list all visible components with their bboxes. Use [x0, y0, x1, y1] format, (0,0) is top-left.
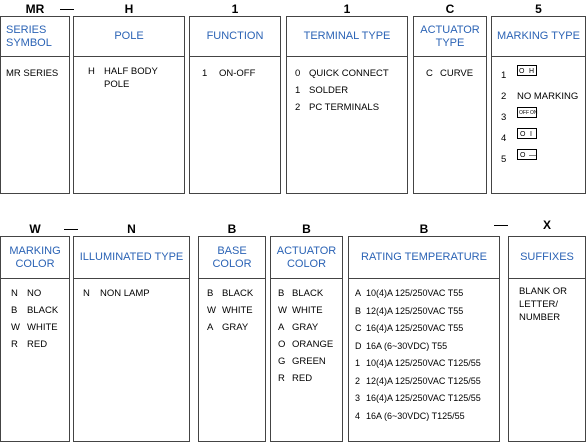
item-code: B [278, 288, 285, 299]
item-code: H [88, 66, 95, 77]
code-header-base-color: B [227, 222, 237, 236]
item-text: SOLDER [309, 85, 349, 96]
item-code: W [11, 322, 20, 333]
item-code: A [278, 322, 285, 333]
list-item [278, 285, 333, 302]
item-code: 4 [501, 133, 507, 144]
list-item [501, 128, 578, 149]
item-text: GRAY [222, 322, 249, 333]
item-code: 5 [501, 154, 507, 165]
item-text: BLACK [292, 288, 324, 299]
item-text: WHITE [27, 322, 58, 333]
item-text: ON-OFF [219, 68, 256, 79]
item-text: WHITE [292, 305, 323, 316]
marking-type-box [491, 16, 586, 194]
box-title: SUFFIXES [509, 237, 585, 279]
list-item [355, 408, 481, 426]
list-item [11, 336, 58, 353]
pole-box [73, 16, 185, 194]
item-code: C [426, 68, 433, 79]
illuminated-type-box [73, 236, 190, 442]
rating-temperature-box [348, 236, 500, 442]
box-title: RATING TEMPERATURE [349, 237, 499, 279]
item-text: BLACK [222, 288, 254, 299]
list-item [355, 373, 481, 391]
item-code: A [207, 322, 214, 333]
item-code: N [11, 288, 18, 299]
list-item [519, 285, 567, 324]
list-item [278, 370, 333, 387]
item-code: N [83, 288, 90, 299]
terminal-type-box [286, 16, 408, 194]
separator-dash [494, 225, 508, 226]
list-item [83, 285, 150, 302]
item-code: 0 [295, 68, 301, 79]
item-text: 16(4)A 125/250VAC T55 [366, 323, 464, 333]
list-item [355, 355, 481, 373]
list-item [207, 319, 253, 336]
list-item [11, 285, 58, 302]
item-text: RED [292, 373, 313, 384]
item-code: 1 [355, 358, 361, 368]
list-item [355, 320, 481, 338]
item-text: WHITE [222, 305, 253, 316]
list-item [295, 82, 389, 99]
box-title: SERIES SYMBOL [1, 17, 69, 57]
item-code: B [207, 288, 214, 299]
item-code: D [355, 340, 362, 351]
code-header-marking-color: W [29, 222, 41, 236]
box-title: ILLUMINATED TYPE [74, 237, 189, 279]
list-item [278, 302, 333, 319]
item-code: A [355, 288, 362, 298]
item-text: BLACK [27, 305, 59, 316]
box-title: TERMINAL TYPE [287, 17, 407, 57]
item-code: 1 [202, 68, 208, 79]
box-title: ACTUATOR TYPE [414, 17, 486, 57]
item-text: GREEN [292, 356, 326, 367]
list-item [6, 65, 58, 82]
list-item [295, 65, 389, 82]
list-item [11, 302, 58, 319]
actuator-color-box [270, 236, 343, 442]
code-header-suffixes: X [542, 218, 551, 232]
item-text: RED [27, 339, 48, 350]
item-code: R [278, 373, 285, 384]
item-code: 1 [295, 85, 301, 96]
item-code: O [278, 339, 286, 350]
list-item [207, 285, 253, 302]
list-item [501, 86, 578, 107]
item-text: CURVE [440, 68, 474, 79]
code-header-actuator-type: C [445, 2, 455, 16]
code-header-function: 1 [231, 2, 239, 16]
item-text: 12(4)A 125/250VAC T125/55 [366, 375, 481, 386]
list-item [501, 107, 578, 128]
item-text: 16A (6~30VDC) T55 [366, 340, 448, 351]
list-item [11, 319, 58, 336]
item-text: 10(4)A 125/250VAC T55 [366, 288, 464, 298]
list-item [355, 390, 481, 408]
item-text: NON LAMP [100, 288, 150, 299]
list-item [278, 353, 333, 370]
list-item [278, 319, 333, 336]
item-text: 12(4)A 125/250VAC T55 [366, 305, 464, 316]
actuator-type-box [413, 16, 487, 194]
item-code: 2 [355, 375, 361, 386]
series-symbol-box [0, 16, 70, 194]
item-text: NO MARKING [517, 91, 579, 102]
code-header-marking-type: 5 [535, 2, 542, 16]
function-box [189, 16, 281, 194]
base-color-box [198, 236, 266, 442]
item-text: BLANK OR LETTER/ NUMBER [519, 286, 568, 323]
list-item [202, 65, 255, 82]
item-code: B [11, 305, 18, 316]
marking-color-box [0, 236, 70, 442]
list-item [355, 338, 481, 356]
list-item [501, 149, 578, 170]
box-title: BASE COLOR [199, 237, 265, 279]
item-text: NO [27, 288, 42, 299]
box-title: FUNCTION [190, 17, 280, 57]
box-title: POLE [74, 17, 184, 57]
marking-symbol-o-i-icon: O I [517, 128, 537, 139]
list-item [207, 302, 253, 319]
list-item [501, 65, 578, 86]
item-code: 3 [501, 112, 507, 123]
marking-symbol-o-h-icon: O H [517, 65, 537, 76]
code-header-actuator-color: B [302, 222, 311, 236]
item-code: W [207, 305, 216, 316]
item-code: B [355, 305, 362, 316]
marking-symbol-off-on-icon: OFF ON [517, 107, 537, 118]
list-item [355, 303, 481, 321]
item-code: 2 [295, 102, 301, 113]
list-item [426, 65, 473, 82]
list-item [355, 285, 481, 303]
box-title: ACTUATOR COLOR [271, 237, 342, 279]
suffixes-box [508, 236, 586, 442]
item-code: R [11, 339, 18, 350]
item-text: MR SERIES [6, 68, 59, 79]
item-text: PC TERMINALS [309, 102, 380, 113]
list-item [278, 336, 333, 353]
code-header-series: MR [25, 2, 45, 16]
box-title: MARKING TYPE [492, 17, 585, 57]
item-text: ORANGE [292, 339, 334, 350]
separator-dash [60, 9, 74, 10]
item-text: GRAY [292, 322, 319, 333]
item-code: 3 [355, 393, 361, 403]
item-text: QUICK CONNECT [309, 68, 389, 79]
code-header-rating: B [419, 222, 429, 236]
item-code: C [355, 323, 362, 333]
item-text: 16(4)A 125/250VAC T125/55 [366, 393, 481, 403]
marking-symbol-o-dash-icon: O — [517, 149, 537, 160]
item-text: 16A (6~30VDC) T125/55 [366, 410, 465, 421]
code-header-terminal: 1 [343, 2, 351, 16]
item-code: G [278, 356, 286, 367]
item-code: W [278, 305, 287, 316]
item-text: HALF BODY POLE [104, 66, 158, 90]
code-header-pole: H [124, 2, 134, 16]
item-text: 10(4)A 125/250VAC T125/55 [366, 358, 481, 368]
box-title: MARKING COLOR [1, 237, 69, 279]
item-code: 1 [501, 70, 507, 81]
item-code: 2 [501, 91, 507, 102]
list-item [88, 65, 158, 91]
code-header-illuminated: N [127, 222, 136, 236]
list-item [295, 99, 389, 116]
item-code: 4 [355, 410, 361, 421]
